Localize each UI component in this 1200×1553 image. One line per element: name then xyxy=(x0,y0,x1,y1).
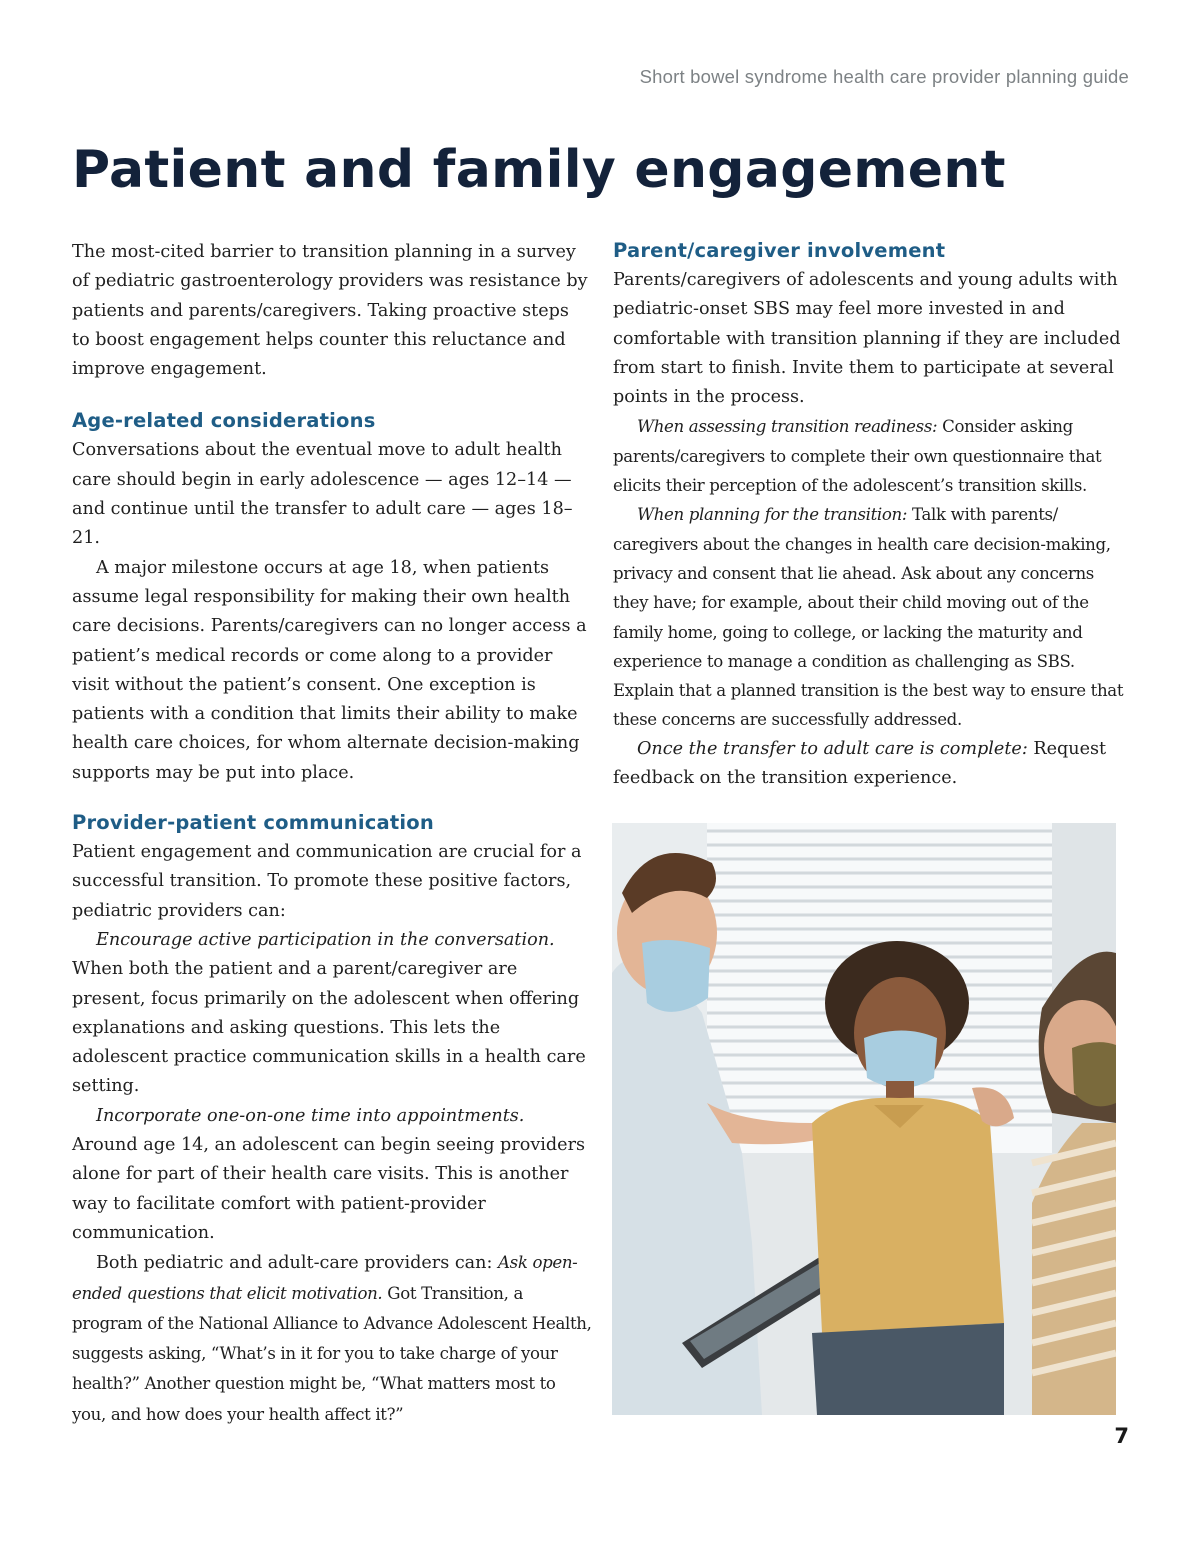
running-header: Short bowel syndrome health care provider planning guide xyxy=(639,66,1129,87)
age-paragraph-2: A major milestone occurs at age 18, when patients assume legal responsibility for making their own health care decisions. Parents/caregivers can no longer access a patient’s medical records or come along to a provider visit without the patient’s consent. One exception is patients with a condition that limits their ability to make health care choices, for whom alternate decision-making supports may be put into place. xyxy=(72,557,587,783)
caregiver-paragraph-2 xyxy=(613,412,1133,500)
comm-paragraph-3-lead: Incorporate one-on-one time into appointments. xyxy=(96,1105,525,1126)
age-paragraph-1: Conversations about the eventual move to adult health care should begin in early adolescence — ages 12–14 — and continue until the transfer to adult care — ages 18–21. xyxy=(72,440,573,549)
heading-caregiver-involvement: Parent/caregiver involvement xyxy=(613,239,946,262)
comm-paragraph-3 xyxy=(72,1102,592,1248)
clinic-photo xyxy=(612,823,1116,1415)
heading-provider-communication: Provider-patient communication xyxy=(72,811,434,835)
clinic-illustration xyxy=(612,823,1116,1415)
comm-paragraph-4-intro: Both pediatric and adult-care providers can: xyxy=(96,1253,499,1274)
intro-paragraph: The most-cited barrier to transition planning in a survey of pediatric gastroenterology providers was resistance by patients and parents/caregivers. Taking proactive steps to boost engagement helps counter this reluctance and improve engagement. xyxy=(72,242,588,380)
comm-paragraph-2 xyxy=(72,926,592,1102)
caregiver-paragraph-4 xyxy=(613,735,1133,794)
page-number: 7 xyxy=(1114,1424,1129,1448)
comm-paragraph-4-lead: Ask open-ended questions that elicit motivation. xyxy=(72,1253,578,1303)
right-column xyxy=(613,236,1133,793)
caregiver-paragraph-3-body: Talk with parents/ caregivers about the changes in health care decision-making, privacy and consent that lie ahead. Ask about any concerns they have; for example, about their child moving out of the family home, going to college, or lacking the maturity and experience to manage a condition as challenging as SBS. Explain that a planned transition is the best way to ensure that these concerns are successfully addressed. xyxy=(613,505,1124,730)
left-column xyxy=(72,238,592,1430)
caregiver-paragraph-4-lead: Once the transfer to adult care is complete: xyxy=(637,738,1028,759)
comm-paragraph-4-body: Got Transition, a program of the National Alliance to Advance Adolescent Health, suggests asking, “What’s in it for you to take charge of your health?” Another question might be, “What matters most to you, and how does your health affect it?” xyxy=(72,1283,592,1424)
comm-paragraph-2-body: When both the patient and a parent/caregiver are present, focus primarily on the adolescent when offering explanations and asking questions. This lets the adolescent practice communication skills in a health care setting. xyxy=(72,959,586,1097)
caregiver-paragraph-1: Parents/caregivers of adolescents and young adults with pediatric-onset SBS may feel more invested in and comfortable with transition planning if they are included from start to finish. Invite them to participate at several points in the process. xyxy=(613,270,1121,408)
caregiver-paragraph-3-lead: When planning for the transition: xyxy=(637,505,908,525)
caregiver-paragraph-2-body: Consider asking parents/caregivers to complete their own questionnaire that elicits their perception of the adolescent’s transition skills. xyxy=(613,417,1102,496)
page-title: Patient and family engagement xyxy=(72,140,1006,200)
comm-paragraph-1: Patient engagement and communication are crucial for a successful transition. To promote these positive factors, pediatric providers can: xyxy=(72,842,582,921)
heading-age-considerations: Age-related considerations xyxy=(72,409,376,433)
caregiver-paragraph-2-lead: When assessing transition readiness: xyxy=(637,417,938,437)
comm-paragraph-2-lead: Encourage active participation in the conversation. xyxy=(96,929,555,950)
caregiver-paragraph-3 xyxy=(613,500,1133,734)
comm-paragraph-3-body: Around age 14, an adolescent can begin seeing providers alone for part of their health care visits. This is another way to facilitate comfort with patient-provider communication. xyxy=(72,1135,586,1243)
caregiver-paragraph-4-body: Request feedback on the transition experience. xyxy=(613,738,1107,789)
comm-paragraph-4 xyxy=(72,1248,592,1430)
